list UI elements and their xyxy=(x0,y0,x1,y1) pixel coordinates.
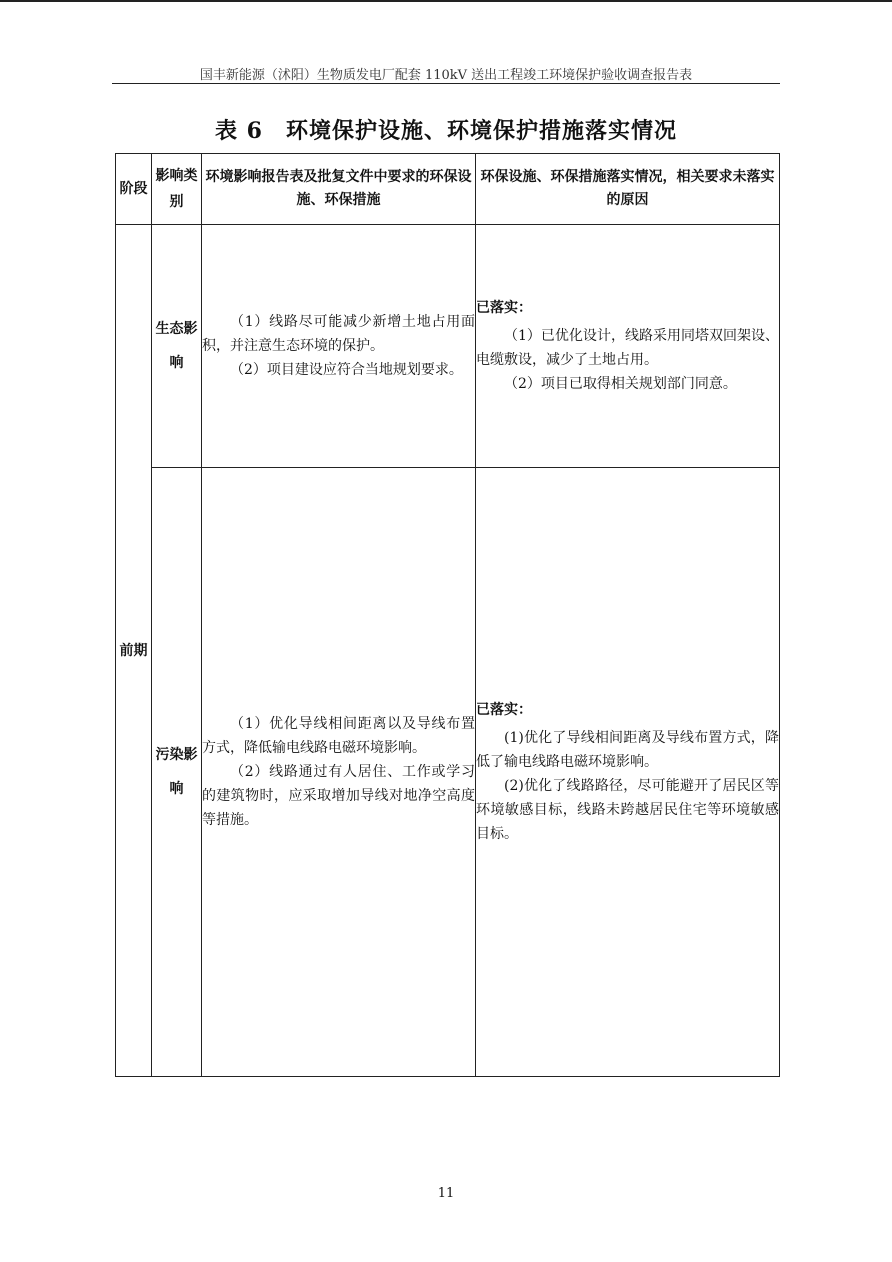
page-number: 11 xyxy=(437,1186,455,1201)
header-implementation: 环保设施、环保措施落实情况，相关要求未落实的原因 xyxy=(476,154,780,225)
requirement-item: （1）优化导线相间距离以及导线布置方式，降低输电线路电磁环境影响。 xyxy=(202,716,475,756)
stage-cell: 前期 xyxy=(116,225,152,1077)
implementation-cell xyxy=(476,225,780,468)
status-label: 已落实： xyxy=(476,702,532,718)
header-rule xyxy=(112,83,780,84)
implementation-cell xyxy=(476,468,780,1077)
requirements-cell xyxy=(202,468,476,1077)
table-row xyxy=(116,468,780,1077)
requirement-item: （2）项目建设应符合当地规划要求。 xyxy=(230,362,463,378)
header-stage: 阶段 xyxy=(116,154,152,225)
implementation-item: （2）项目已取得相关规划部门同意。 xyxy=(504,376,737,392)
measures-table xyxy=(115,153,780,1077)
header-requirements: 环境影响报告表及批复文件中要求的环保设施、环保措施 xyxy=(202,154,476,225)
requirements-cell xyxy=(202,225,476,468)
page-top-rule xyxy=(0,0,892,2)
header-impact-type: 影响类别 xyxy=(152,154,202,225)
implementation-item: (1)优化了导线相间距离及导线布置方式，降低了输电线路电磁环境影响。 xyxy=(476,730,779,770)
implementation-item: (2)优化了线路路径，尽可能避开了居民区等环境敏感目标，线路未跨越居民住宅等环境敏感目标。 xyxy=(476,778,779,842)
table-row xyxy=(116,225,780,468)
requirement-item: （2）线路通过有人居住、工作或学习的建筑物时，应采取增加导线对地净空高度等措施。 xyxy=(202,764,475,828)
running-header: 国丰新能源（沭阳）生物质发电厂配套 110kV 送出工程竣工环境保护验收调查报告表 xyxy=(199,68,693,83)
impact-type-cell: 污染影响 xyxy=(152,468,202,1077)
status-label: 已落实： xyxy=(476,300,532,316)
impact-type-cell: 生态影响 xyxy=(152,225,202,468)
table-header-row xyxy=(116,154,780,225)
requirement-item: （1）线路尽可能减少新增土地占用面积，并注意生态环境的保护。 xyxy=(202,314,475,354)
implementation-item: （1）已优化设计，线路采用同塔双回架设、电缆敷设，减少了土地占用。 xyxy=(476,328,779,368)
table-title: 表 6 环境保护设施、环境保护措施落实情况 xyxy=(215,118,677,144)
